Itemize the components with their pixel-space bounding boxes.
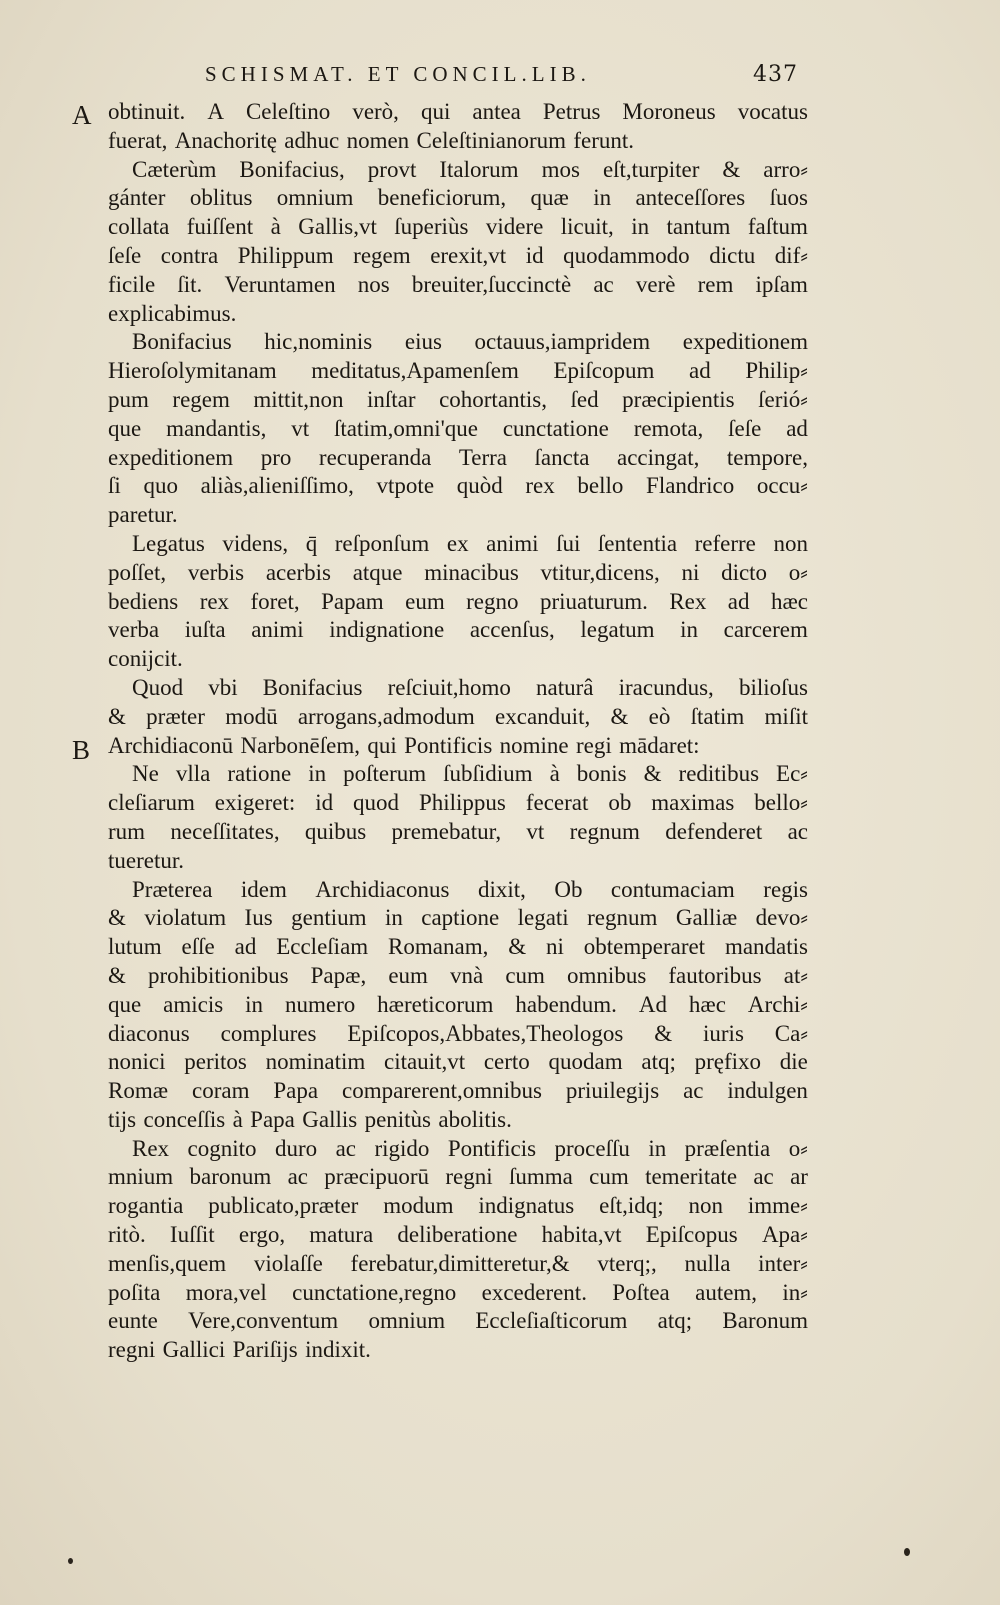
text-line: expeditionem pro recuperanda Terra ſancta accingat, tempore, bbox=[108, 444, 808, 470]
text-line: Præterea idem Archidiaconus dixit, Ob contumaciam regis bbox=[132, 876, 808, 902]
text-line: Legatus videns, q̄ reſponſum ex animi ſui ſententia referre non bbox=[132, 530, 808, 556]
text-line: regni Gallici Pariſijs indixit. bbox=[108, 1337, 371, 1363]
text-line: ritò. Iuſſit ergo, matura deliberatione habita,vt Epiſcopus Apa⸗ bbox=[108, 1222, 808, 1248]
text-line: Cæterùm Bonifacius, provt Italorum mos eſt,turpiter & arro⸗ bbox=[132, 156, 808, 182]
text-line: menſis,quem violaſſe ferebatur,dimitteretur,& vterq;, nulla inter⸗ bbox=[108, 1250, 808, 1276]
text-line: & præter modū arrogans,admodum excanduit, & eò ſtatim miſit bbox=[108, 703, 808, 729]
text-line: rogantia publicato,præter modum indignatus eſt,idq; non imme⸗ bbox=[108, 1193, 808, 1219]
text-line: mnium baronum ac præcipuorū regni ſumma cum temeritate ac ar bbox=[108, 1164, 808, 1190]
text-line: & violatum Ius gentium in captione legati regnum Galliæ devo⸗ bbox=[108, 905, 808, 931]
page-number: 437 bbox=[753, 62, 798, 87]
margin-letter-b: B bbox=[72, 735, 91, 765]
text-line: fuerat, Anachoritę adhuc nomen Celeſtinianorum ferunt. bbox=[108, 127, 635, 153]
text-line: eunte Vere,conventum omnium Eccleſiaſticorum atq; Baronum bbox=[108, 1308, 808, 1334]
text-line: conijcit. bbox=[108, 646, 183, 672]
text-line: collata fuiſſent à Gallis,vt ſuperiùs videre licuit, in tantum faſtum bbox=[108, 214, 808, 240]
running-title: SCHISMAT. ET CONCIL.LIB. bbox=[205, 62, 591, 86]
ink-speck bbox=[904, 1548, 910, 1556]
text-line: poſita mora,vel cunctatione,regno excederent. Poſtea autem, in⸗ bbox=[108, 1279, 808, 1305]
text-line: paretur. bbox=[108, 502, 178, 528]
text-line: que amicis in numero hæreticorum habendum. Ad hæc Archi⸗ bbox=[108, 991, 808, 1017]
text-line: bediens rex foret, Papam eum regno priuaturum. Rex ad hæc bbox=[108, 588, 808, 614]
text-line: Ne vlla ratione in poſterum ſubſidium à bonis & reditibus Ec⸗ bbox=[132, 761, 808, 787]
text-line: tueretur. bbox=[108, 847, 184, 873]
text-line: rum neceſſitates, quibus premebatur, vt regnum defenderet ac bbox=[108, 818, 808, 844]
text-line: pum regem mittit,non inſtar cohortantis, ſed præcipientis ſerió⸗ bbox=[108, 386, 808, 412]
text-line: obtinuit. A Celeſtino verò, qui antea Petrus Moroneus vocatus bbox=[108, 99, 808, 124]
text-line: & prohibitionibus Papæ, eum vnà cum omnibus fautoribus at⸗ bbox=[108, 962, 808, 988]
text-line: explicabimus. bbox=[108, 300, 237, 326]
body-text bbox=[108, 98, 808, 1365]
text-line: poſſet, verbis acerbis atque minacibus vtitur,dicens, ni dicto o⸗ bbox=[108, 559, 808, 585]
text-line: ſeſe contra Philippum regem erexit,vt id quodammodo dictu dif⸗ bbox=[108, 242, 808, 268]
text-line: verba iuſta animi indignatione accenſus, legatum in carcerem bbox=[108, 617, 808, 643]
text-line: nonici peritos nominatim citauit,vt certo quodam atq; pręfixo die bbox=[108, 1049, 808, 1075]
text-line: Romæ coram Papa comparerent,omnibus priuilegijs ac indulgen bbox=[108, 1078, 808, 1104]
text-line: gánter oblitus omnium beneficiorum, quæ in anteceſſores ſuos bbox=[108, 185, 808, 211]
text-line: tijs conceſſis à Papa Gallis penitùs abolitis. bbox=[108, 1106, 512, 1132]
text-line: Archidiaconū Narbonēſem, qui Pontificis nomine regi mādaret: bbox=[108, 732, 700, 758]
running-header bbox=[205, 62, 805, 87]
text-line: Bonifacius hic,nominis eius octauus,iampridem expeditionem bbox=[132, 329, 808, 355]
text-line: Hieroſolymitanam meditatus,Apamenſem Epiſcopum ad Philip⸗ bbox=[108, 358, 808, 384]
text-line: Quod vbi Bonifacius reſciuit,homo naturâ iracundus, bilioſus bbox=[132, 674, 808, 700]
ink-speck bbox=[68, 1558, 73, 1564]
text-line: cleſiarum exigeret: id quod Philippus fecerat ob maximas bello⸗ bbox=[108, 790, 808, 816]
text-line: que mandantis, vt ſtatim,omni'que cunctatione remota, ſeſe ad bbox=[108, 415, 808, 441]
text-line: Rex cognito duro ac rigido Pontificis proceſſu in præſentia o⸗ bbox=[132, 1135, 808, 1161]
text-line: ſi quo aliàs,alieniſſimo, vtpote quòd rex bello Flandrico occu⸗ bbox=[108, 473, 808, 499]
text-line: lutum eſſe ad Eccleſiam Romanam, & ni obtemperaret mandatis bbox=[108, 934, 808, 960]
text-line: ficile ſit. Veruntamen nos breuiter,ſuccinctè ac verè rem ipſam bbox=[108, 271, 808, 297]
text-line: diaconus complures Epiſcopos,Abbates,Theologos & iuris Ca⸗ bbox=[108, 1020, 808, 1046]
margin-letter-a: A bbox=[72, 100, 92, 130]
